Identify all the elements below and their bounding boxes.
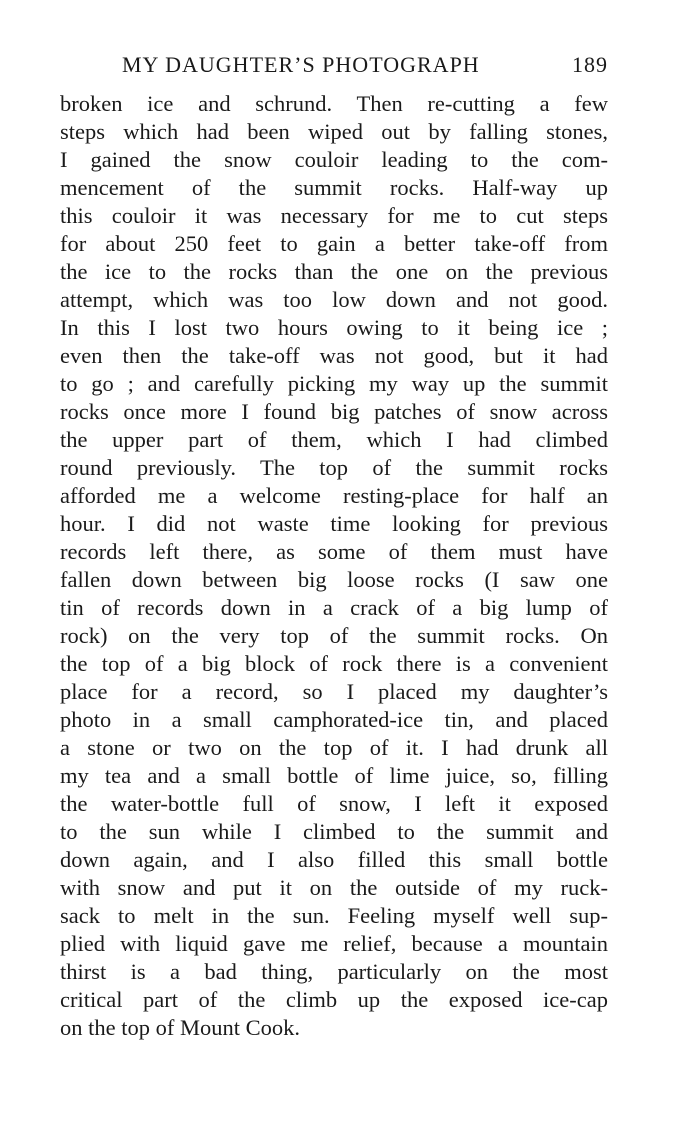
running-head bbox=[60, 48, 608, 82]
body-text bbox=[60, 90, 608, 1042]
text-line: I gained the snow couloir leading to the com- bbox=[60, 147, 608, 172]
text-line: plied with liquid gave me relief, because a mountain bbox=[60, 931, 608, 956]
text-line: round previously. The top of the summit rocks bbox=[60, 455, 608, 480]
text-line: for about 250 feet to gain a better take-off from bbox=[60, 231, 608, 256]
text-line: records left there, as some of them must have bbox=[60, 539, 608, 564]
text-line: steps which had been wiped out by falling stones, bbox=[60, 119, 608, 144]
text-line: the ice to the rocks than the one on the previous bbox=[60, 259, 608, 284]
text-line: to the sun while I climbed to the summit and bbox=[60, 819, 608, 844]
text-line: mencement of the summit rocks. Half-way up bbox=[60, 175, 608, 200]
text-line: critical part of the climb up the exposed ice-cap bbox=[60, 987, 608, 1012]
text-line: to go ; and carefully picking my way up the summit bbox=[60, 371, 608, 396]
text-line: attempt, which was too low down and not good. bbox=[60, 287, 608, 312]
text-line: this couloir it was necessary for me to cut steps bbox=[60, 203, 608, 228]
text-line: the water-bottle full of snow, I left it exposed bbox=[60, 791, 608, 816]
text-line: sack to melt in the sun. Feeling myself well sup- bbox=[60, 903, 608, 928]
text-line: with snow and put it on the outside of my ruck- bbox=[60, 875, 608, 900]
book-page bbox=[60, 48, 608, 1042]
text-line: rock) on the very top of the summit rocks. On bbox=[60, 623, 608, 648]
text-line: thirst is a bad thing, particularly on the most bbox=[60, 959, 608, 984]
text-line: the upper part of them, which I had climbed bbox=[60, 427, 608, 452]
text-line: a stone or two on the top of it. I had drunk all bbox=[60, 735, 608, 760]
text-line: rocks once more I found big patches of snow across bbox=[60, 399, 608, 424]
text-line: tin of records down in a crack of a big lump of bbox=[60, 595, 608, 620]
running-title: MY DAUGHTER’S PHOTOGRAPH bbox=[122, 52, 480, 77]
text-line: broken ice and schrund. Then re-cutting a few bbox=[60, 91, 608, 116]
text-line: the top of a big block of rock there is a convenient bbox=[60, 651, 608, 676]
page-number: 189 bbox=[572, 52, 608, 77]
text-line: hour. I did not waste time looking for previous bbox=[60, 511, 608, 536]
text-line: even then the take-off was not good, but it had bbox=[60, 343, 608, 368]
text-line: on the top of Mount Cook. bbox=[60, 1015, 300, 1040]
text-line: down again, and I also filled this small bottle bbox=[60, 847, 608, 872]
text-line: photo in a small camphorated-ice tin, and placed bbox=[60, 707, 608, 732]
text-line: fallen down between big loose rocks (I saw one bbox=[60, 567, 608, 592]
text-line: place for a record, so I placed my daughter’s bbox=[60, 679, 608, 704]
text-line: my tea and a small bottle of lime juice, so, filling bbox=[60, 763, 608, 788]
text-line: afforded me a welcome resting-place for half an bbox=[60, 483, 608, 508]
text-line: In this I lost two hours owing to it being ice ; bbox=[60, 315, 608, 340]
